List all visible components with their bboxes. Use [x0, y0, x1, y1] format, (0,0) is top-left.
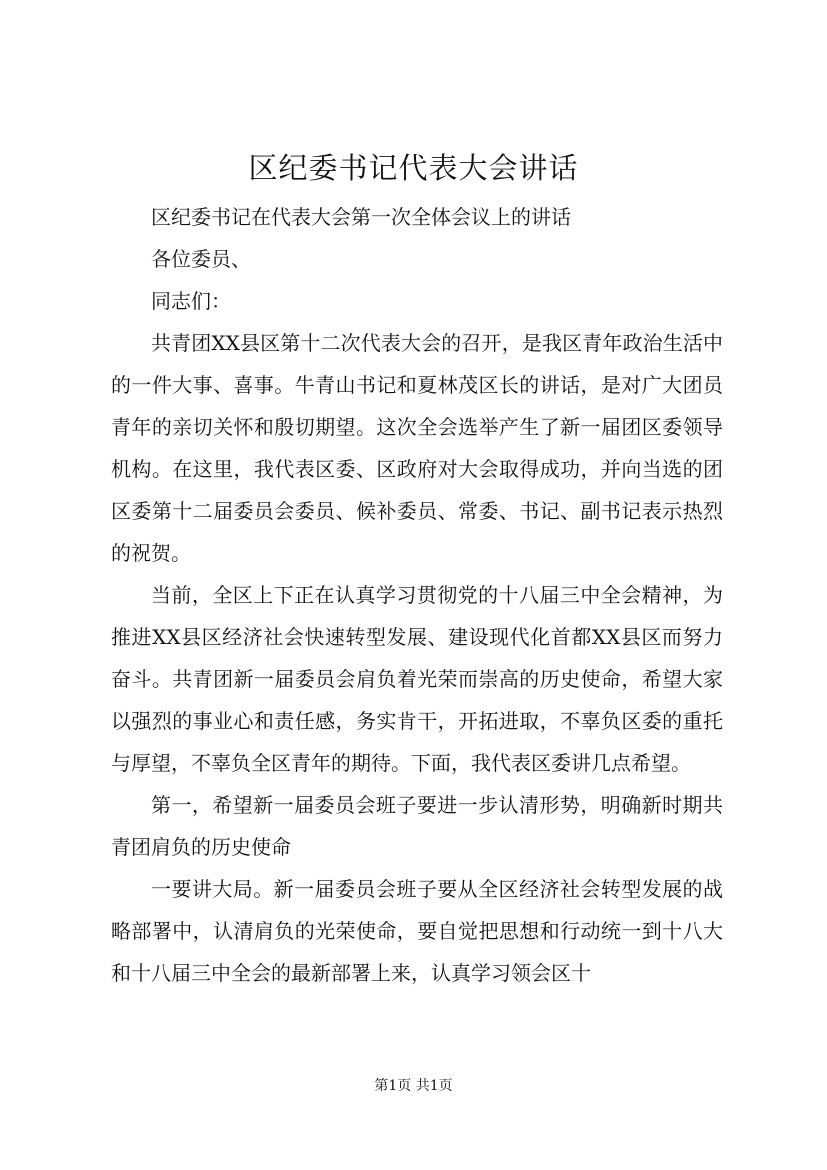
paragraph: 共青团XX县区第十二次代表大会的召开，是我区青年政治生活中的一件大事、喜事。牛青山书记和夏林茂区长的讲话，是对广大团员青年的亲切关怀和殷切期望。这次全会选举产生了新一届团区委领导机构。在这里，我代表区委、区政府对大会取得成功，并向当选的团区委第十二届委员会委员、候补委员、常委、书记、副书记表示热烈的祝贺。 — [111, 331, 723, 565]
page-footer: 第1页 共1页 — [374, 1078, 453, 1094]
paragraph-salutation-2: 同志们： — [151, 289, 231, 313]
paragraph: 当前，全区上下正在认真学习贯彻党的十八届三中全会精神，为推进XX县区经济社会快速转型发展、建设现代化首都XX县区而努力奋斗。共青团新一届委员会肩负着光荣而崇高的历史使命，希望大家以强烈的事业心和责任感，务实肯干，开拓进取，不辜负区委的重托与厚望，不辜负全区青年的期待。下面，我代表区委讲几点希望。 — [111, 583, 723, 775]
paragraph: 一要讲大局。新一届委员会班子要从全区经济社会转型发展的战略部署中，认清肩负的光荣使命，要自觉把思想和行动统一到十八大和十八届三中全会的最新部署上来，认真学习领会区十 — [111, 877, 723, 985]
paragraph-salutation-1: 各位委员、 — [151, 247, 251, 271]
document-title: 区纪委书记代表大会讲话 — [248, 151, 579, 185]
document-body — [111, 196, 723, 994]
paragraph-heading: 第一，希望新一届委员会班子要进一步认清形势，明确新时期共青团肩负的历史使命 — [111, 793, 723, 859]
paragraph-subtitle: 区纪委书记在代表大会第一次全体会议上的讲话 — [151, 205, 571, 229]
